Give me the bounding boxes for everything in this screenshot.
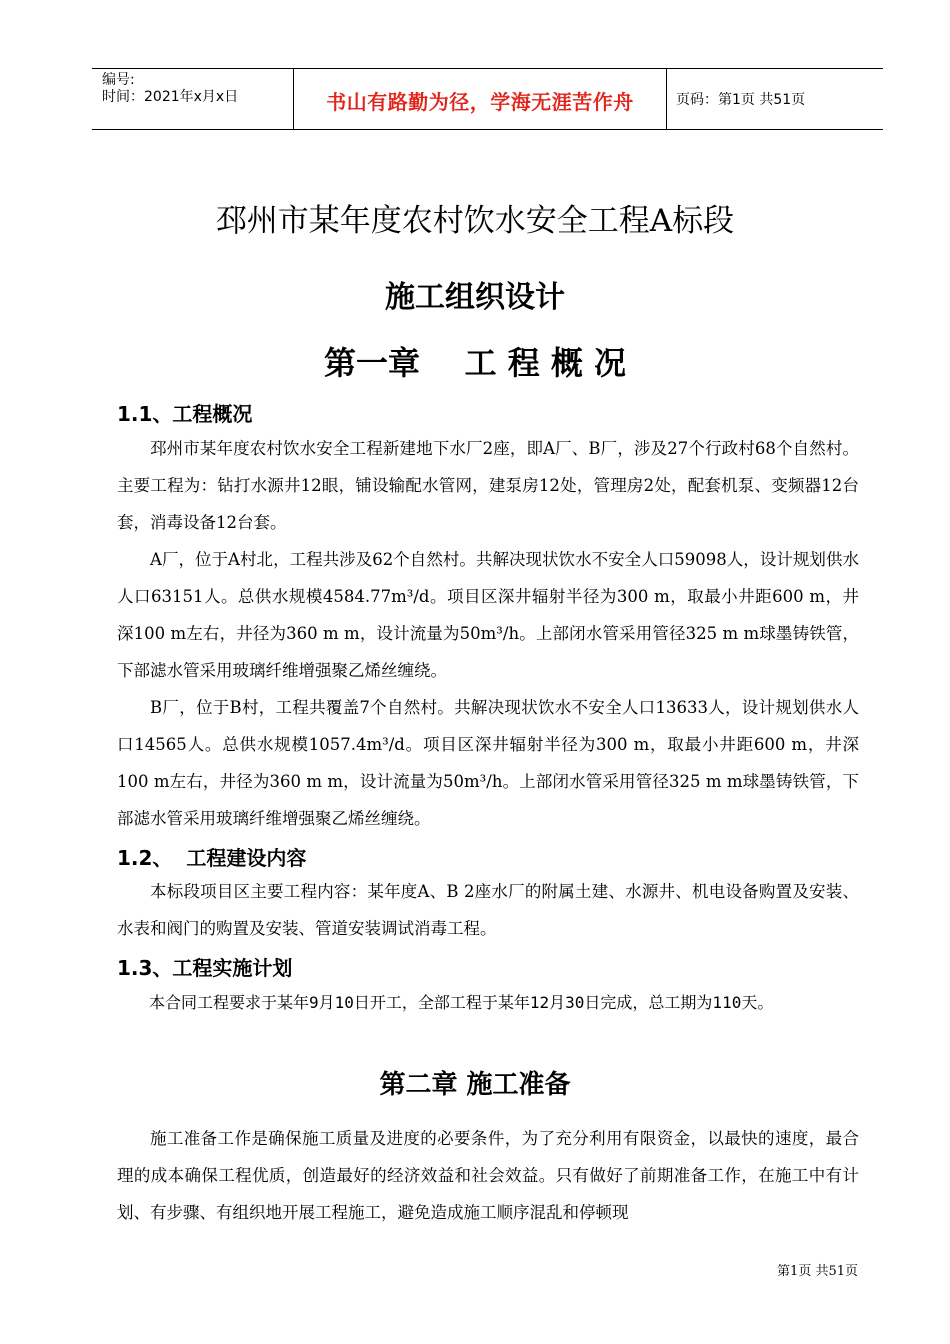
page-footer: 第1页 共51页 (777, 1264, 858, 1279)
header-motto-cell (293, 69, 667, 129)
motto: 书山有路勤为径，学海无涯苦作舟 (326, 90, 634, 114)
number-label: 编号: (102, 72, 135, 88)
header-page-cell (666, 69, 883, 129)
section-1-2-heading: 1.2、 工程建设内容 (117, 846, 307, 870)
document-subtitle: 施工组织设计 (385, 280, 565, 315)
chapter-1-heading: 第一章 工 程 概 况 (324, 344, 626, 382)
section-1-2-paragraph: 本标段项目区主要工程内容：某年度A、B 2座水厂的附属土建、水源井、机电设备购置及安装、水表和阀门的购置及安装、管道安装调试消毒工程。 (117, 882, 859, 938)
section-1-1-paragraph-1: 邳州市某年度农村饮水安全工程新建地下水厂2座，即A厂、B厂，涉及27个行政村68个自然村。主要工程为：钻打水源井12眼，铺设输配水管网，建泵房12处，管理房2处，配套机泵、变频器12台套，消毒设备12台套。 (117, 439, 859, 532)
section-1-3-heading: 1.3、工程实施计划 (117, 956, 293, 980)
time-label: 时间：2021年x月x日 (102, 89, 239, 105)
page-label: 页码：第1页 共51页 (676, 92, 806, 108)
document-title: 邳州市某年度农村饮水安全工程A标段 (215, 203, 735, 239)
section-1-3-paragraph: 本合同工程要求于某年9月10日开工，全部工程于某年12月30日完成，总工期为110天。 (149, 993, 774, 1012)
chapter-2-heading: 第二章 施工准备 (379, 1070, 571, 1100)
section-1-1-paragraph-2: A厂，位于A村北，工程共涉及62个自然村。共解决现状饮水不安全人口59098人，设计规划供水人口63151人。总供水规模4584.77m³/d。项目区深井辐射半径为300 m，取最小井距600 m，井深100 m左右，井径为360 m m，设计流量为50m³/h。上部闭水管采用管径325 m m球墨铸铁管，下部滤水管采用玻璃纤维增强聚乙烯丝缠绕。 (117, 550, 859, 680)
header-info-cell (92, 69, 293, 129)
section-1-1-paragraph-3: B厂，位于B村，工程共覆盖7个自然村。共解决现状饮水不安全人口13633人，设计规划供水人口14565人。总供水规模1057.4m³/d。项目区深井辐射半径为300 m，取最小井距600 m，井深100 m左右，井径为360 m m，设计流量为50m³/h。上部闭水管采用管径325 m m球墨铸铁管，下部滤水管采用玻璃纤维增强聚乙烯丝缠绕。 (117, 698, 859, 828)
chapter-2-paragraph: 施工准备工作是确保施工质量及进度的必要条件，为了充分利用有限资金，以最快的速度，最合理的成本确保工程优质，创造最好的经济效益和社会效益。只有做好了前期准备工作，在施工中有计划、有步骤、有组织地开展工程施工，避免造成施工顺序混乱和停顿现 (117, 1129, 859, 1222)
section-1-1-heading: 1.1、工程概况 (117, 402, 253, 426)
page-header (92, 68, 883, 130)
